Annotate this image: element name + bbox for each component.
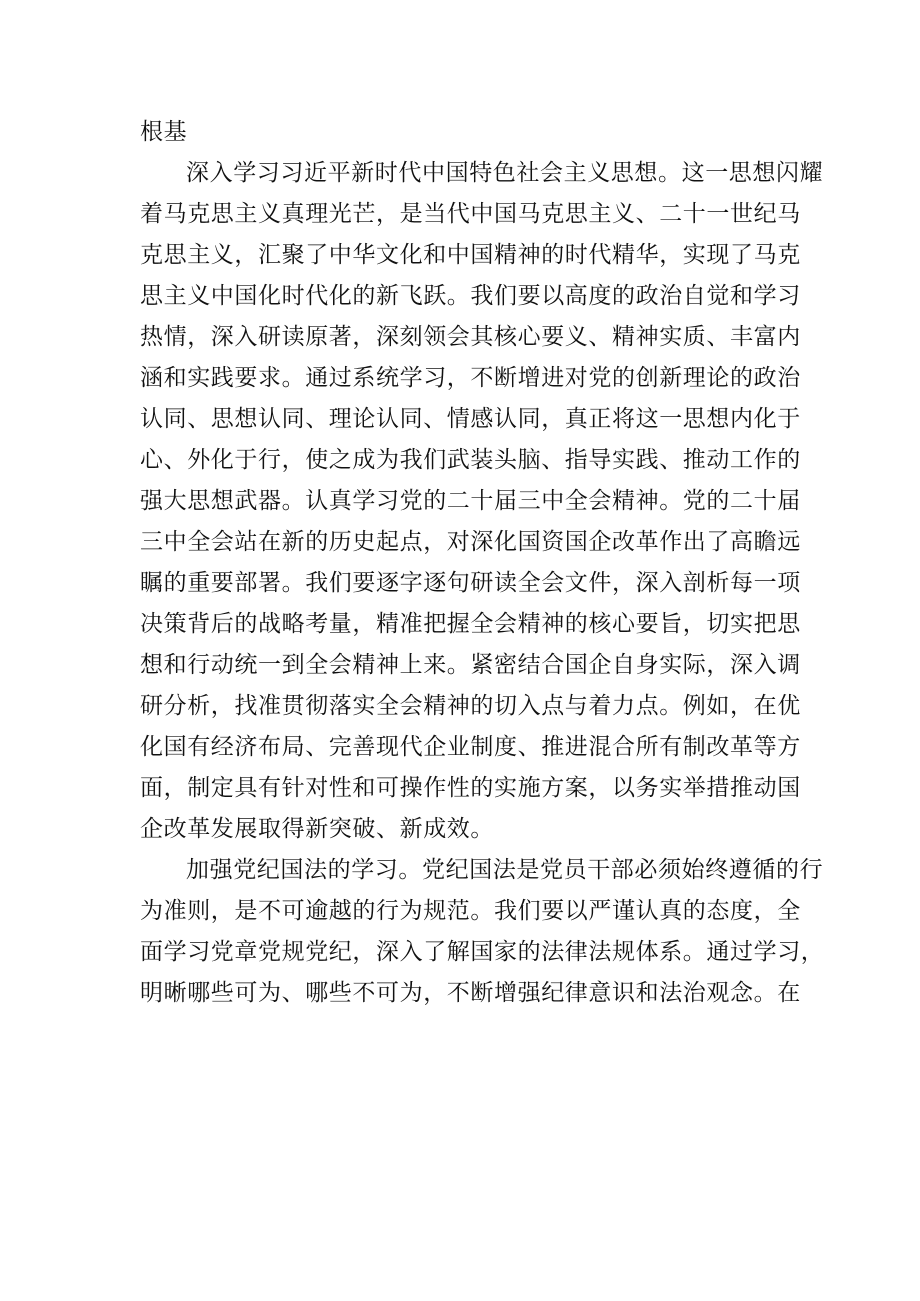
paragraph-first-line: 深入学习习近平新时代中国特色社会主义思想。这一思想闪耀 [186,160,824,186]
text-line: 决策背后的战略考量，精准把握全会精神的核心要旨，切实把思 [140,611,801,637]
text-line: 企改革发展取得新突破、新成效。 [140,816,494,842]
text-line: 研分析，找准贯彻落实全会精神的切入点与着力点。例如，在优 [140,693,801,719]
paragraph-first-line: 加强党纪国法的学习。党纪国法是党员干部必须始终遵循的行 [186,857,824,883]
text-line: 瞩的重要部署。我们要逐字逐句研读全会文件，深入剖析每一项 [140,570,801,596]
text-line: 化国有经济布局、完善现代企业制度、推进混合所有制改革等方 [140,734,801,760]
text-line: 涵和实践要求。通过系统学习，不断增进对党的创新理论的政治 [140,365,801,391]
text-line: 认同、思想认同、理论认同、情感认同，真正将这一思想内化于 [140,406,801,432]
text-line: 心、外化于行，使之成为我们武装头脑、指导实践、推动工作的 [140,447,801,473]
text-line: 克思主义，汇聚了中华文化和中国精神的时代精华，实现了马克 [140,242,801,268]
text-line: 三中全会站在新的历史起点，对深化国资国企改革作出了高瞻远 [140,529,801,555]
text-line: 明晰哪些可为、哪些不可为，不断增强纪律意识和法治观念。在 [140,980,801,1006]
text-line: 强大思想武器。认真学习党的二十届三中全会精神。党的二十届 [140,488,801,514]
text-line: 着马克思主义真理光芒，是当代中国马克思主义、二十一世纪马 [140,201,801,227]
text-line: 思主义中国化时代化的新飞跃。我们要以高度的政治自觉和学习 [140,283,801,309]
text-line: 面学习党章党规党纪，深入了解国家的法律法规体系。通过学习， [140,939,825,965]
text-line: 热情，深入研读原著，深刻领会其核心要义、精神实质、丰富内 [140,324,801,350]
document-body [140,112,825,1014]
text-line: 根基 [140,119,188,145]
text-line: 想和行动统一到全会精神上来。紧密结合国企自身实际，深入调 [140,652,801,678]
text-line: 为准则，是不可逾越的行为规范。我们要以严谨认真的态度，全 [140,898,801,924]
text-line: 面，制定具有针对性和可操作性的实施方案，以务实举措推动国 [140,775,801,801]
